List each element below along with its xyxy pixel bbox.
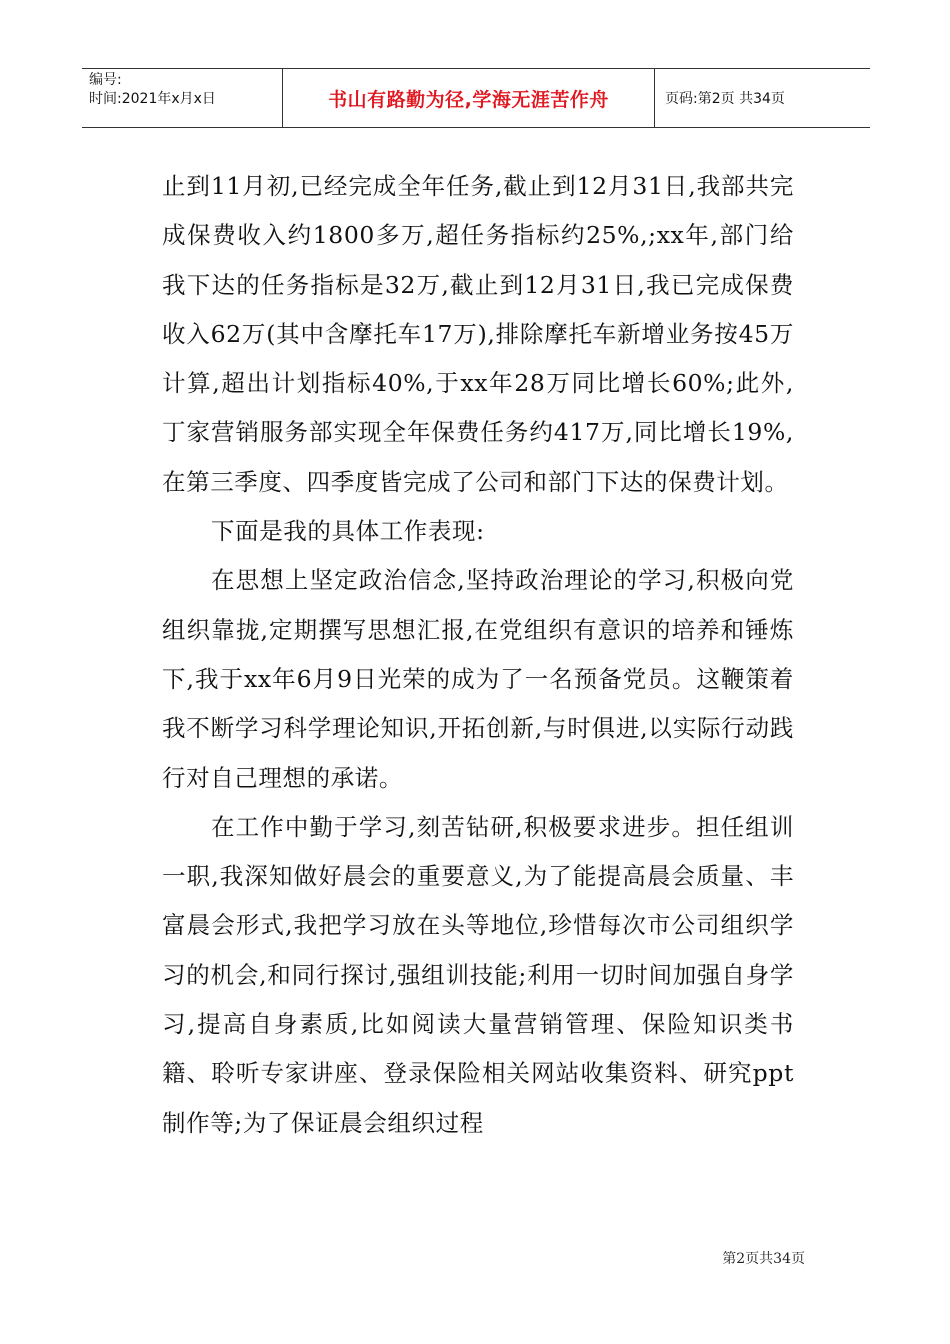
header-motto: 书山有路勤为径,学海无涯苦作舟: [283, 69, 655, 127]
page-header: [82, 68, 870, 128]
paragraph: 在思想上坚定政治信念,坚持政治理论的学习,积极向党组织靠拢,定期撰写思想汇报,在党组织有意识的培养和锤炼下,我于xx年6月9日光荣的成为了一名预备党员。这鞭策着我不断学习科学理论知识,开拓创新,与时俱进,以实际行动践行对自己理想的承诺。: [162, 566, 794, 792]
paragraph: 下面是我的具体工作表现:: [211, 517, 485, 546]
document-number-label: 编号:: [89, 72, 122, 88]
header-meta: [82, 69, 283, 127]
page-footer: 第2页共34页: [722, 1251, 805, 1267]
document-body: [162, 162, 794, 1148]
header-page-info: 页码:第2页 共34页: [665, 91, 785, 107]
paragraph: 在工作中勤于学习,刻苦钻研,积极要求进步。担任组训一职,我深知做好晨会的重要意义,为了能提高晨会质量、丰富晨会形式,我把学习放在头等地位,珍惜每次市公司组织学习的机会,和同行探讨,强组训技能;利用一切时间加强自身学习,提高自身素质,比如阅读大量营销管理、保险知识类书籍、聆听专家讲座、登录保险相关网站收集资料、研究ppt制作等;为了保证晨会组织过程: [162, 812, 794, 1137]
paragraph: 止到11月初,已经完成全年任务,截止到12月31日,我部共完成保费收入约1800多万,超任务指标约25%,;xx年,部门给我下达的任务指标是32万,截止到12月31日,我已完成保费收入62万(其中含摩托车17万),排除摩托车新增业务按45万计算,超出计划指标40%,于xx年28万同比增长60%;此外,丁家营销服务部实现全年保费任务约417万,同比增长19%,在第三季度、四季度皆完成了公司和部门下达的保费计划。: [162, 172, 794, 496]
document-time-label: 时间:2021年x月x日: [89, 91, 216, 107]
